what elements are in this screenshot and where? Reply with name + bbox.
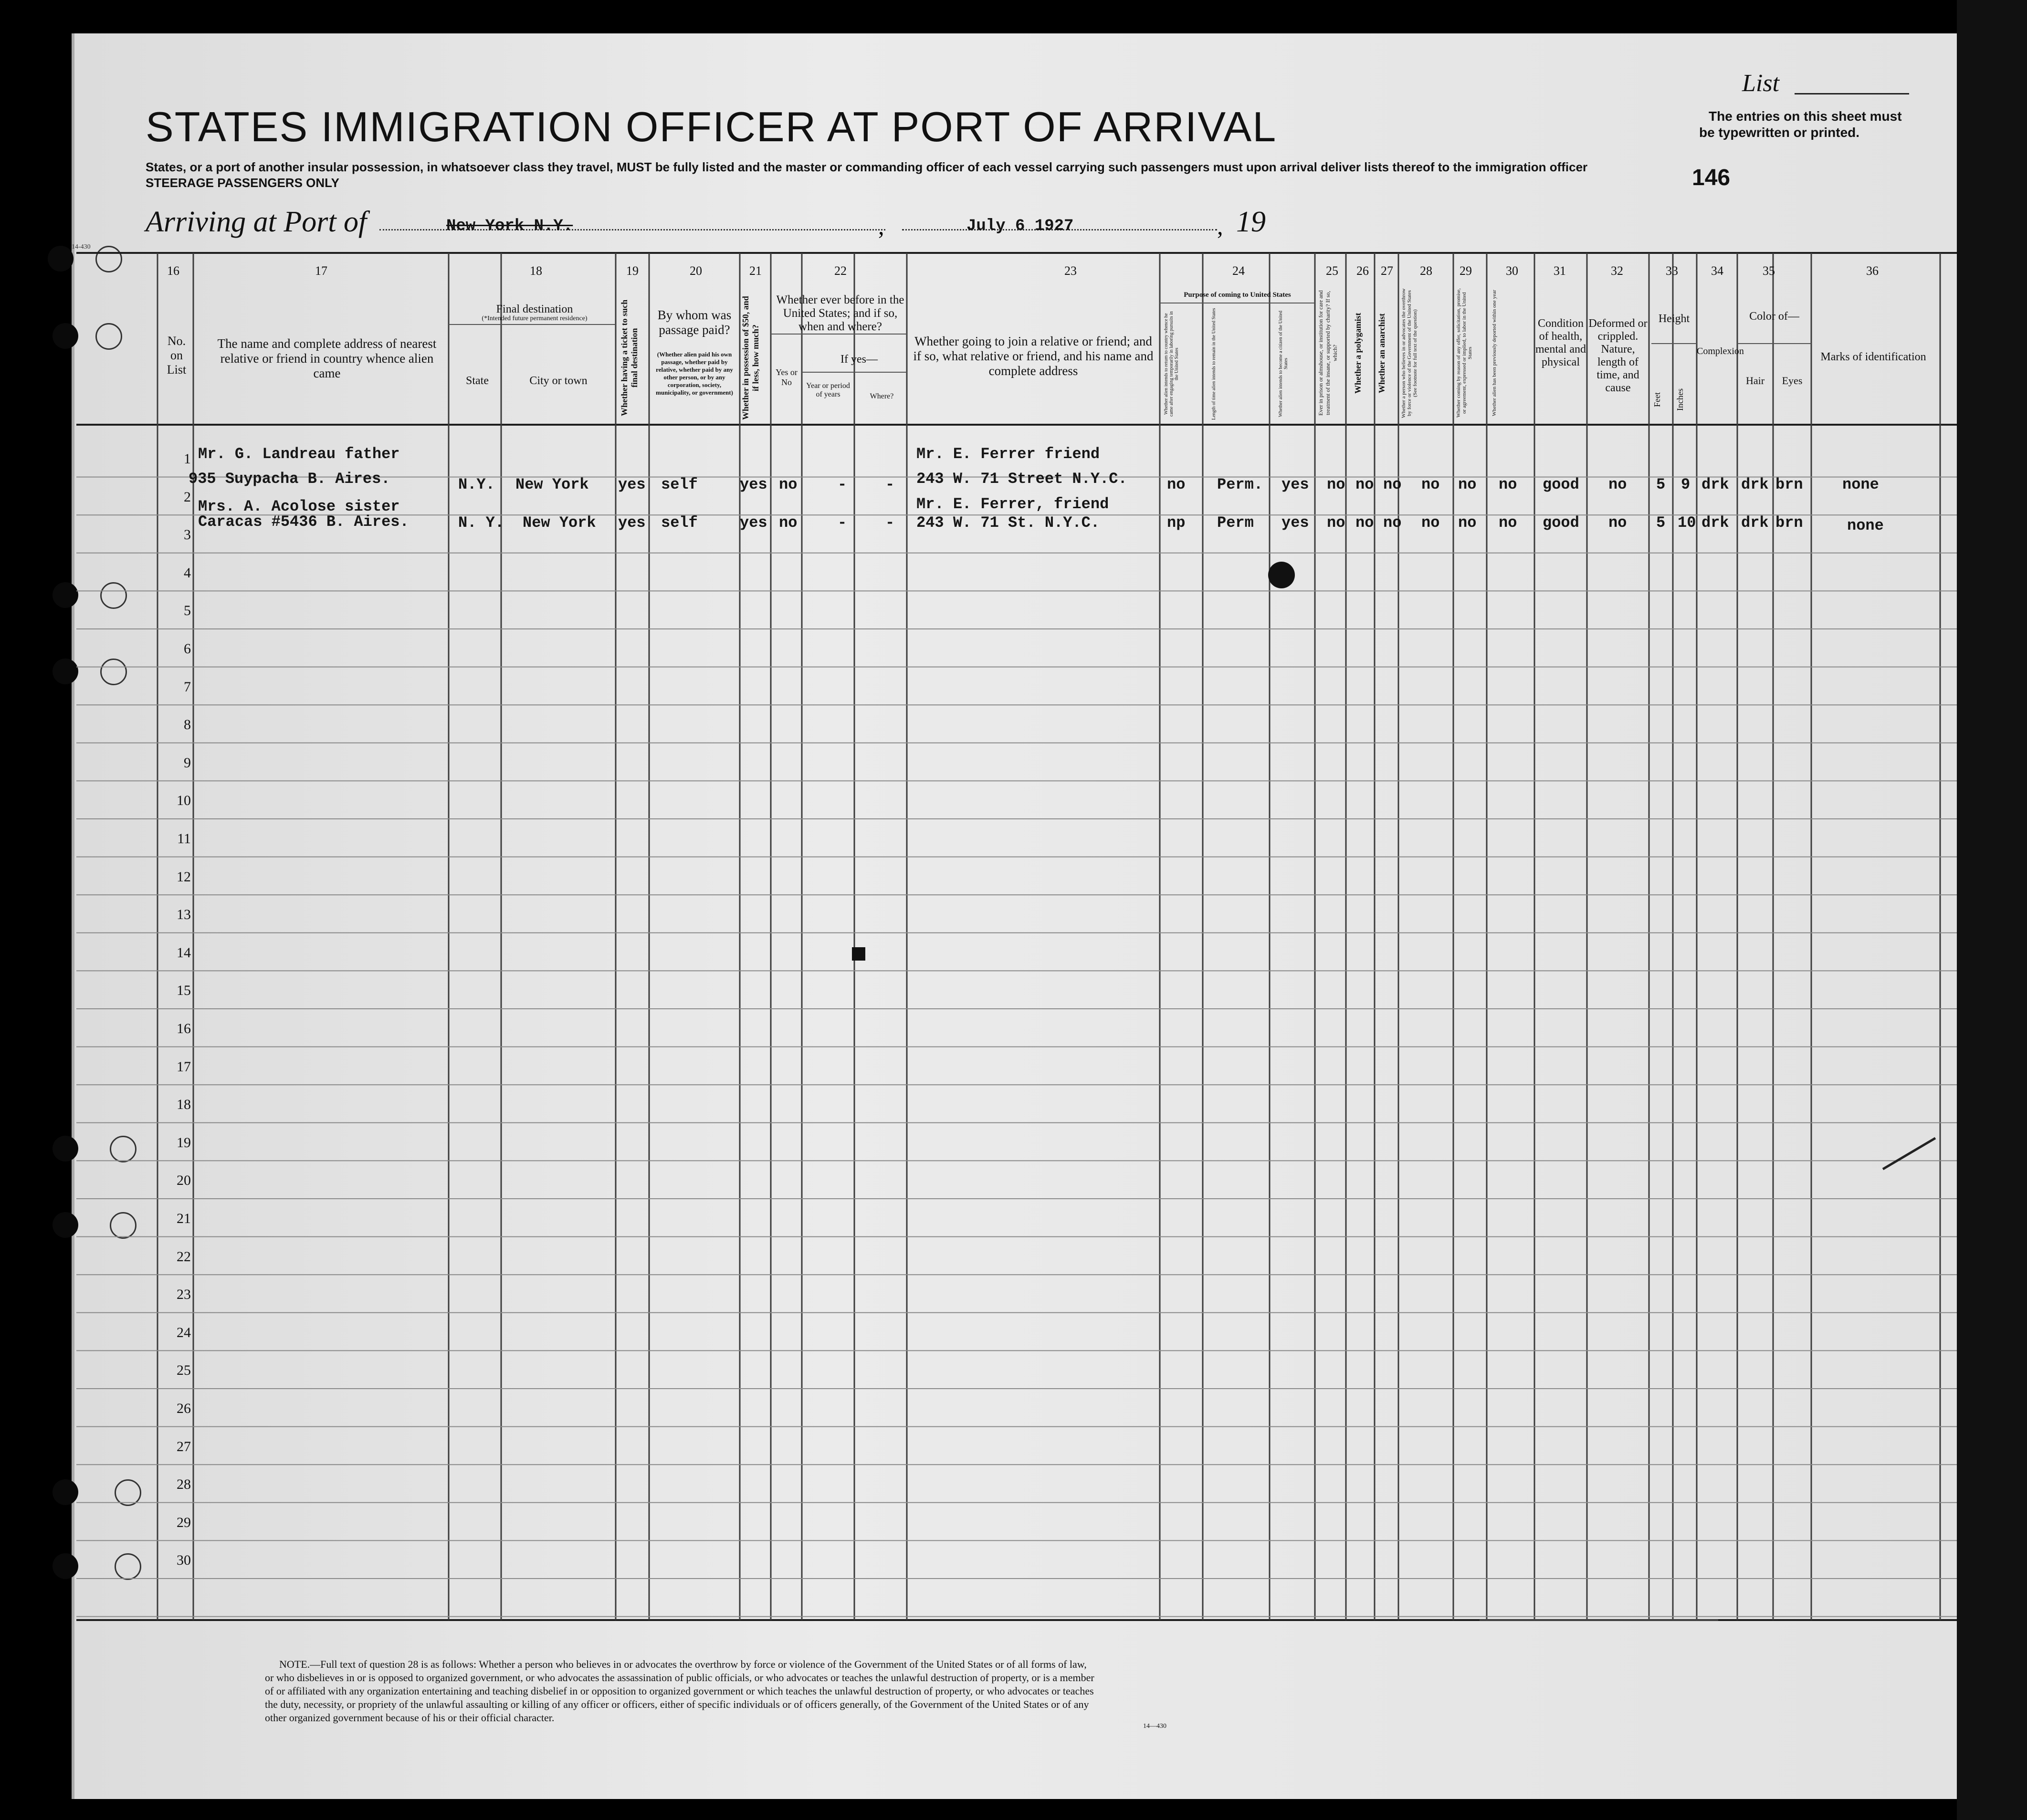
header-citizen: Whether alien intends to become a citizen of the United States bbox=[1278, 311, 1289, 417]
header-inches: Inches bbox=[1675, 388, 1685, 411]
joining-address: 243 W. 71 Street N.Y.C. bbox=[916, 470, 1127, 488]
overthrow-value: no bbox=[1421, 514, 1440, 532]
header-color-of: Color of— bbox=[1749, 310, 1799, 323]
col-num: 26 bbox=[1356, 264, 1369, 278]
height-inches: 10 bbox=[1678, 514, 1696, 532]
return-value: np bbox=[1167, 514, 1186, 532]
form-title: STATES IMMIGRATION OFFICER AT PORT OF ARRIVAL bbox=[146, 103, 1277, 150]
col-num: 24 bbox=[1232, 264, 1245, 278]
footnote-line: other organized government because of his or their official character. bbox=[265, 1712, 555, 1724]
passage-paid-by: self bbox=[661, 476, 698, 493]
money-value: yes bbox=[740, 476, 767, 493]
row-number: 24 bbox=[177, 1324, 191, 1340]
row-number: 25 bbox=[177, 1362, 191, 1379]
header-city: City or town bbox=[529, 375, 588, 387]
row-number: 2 bbox=[184, 489, 191, 505]
polygamist-value: no bbox=[1355, 476, 1374, 493]
header-marks: Marks of identification bbox=[1820, 351, 1926, 363]
port-comma: , bbox=[878, 213, 884, 240]
col-num: 21 bbox=[749, 264, 762, 278]
header-feet: Feet bbox=[1652, 392, 1662, 407]
row-number: 16 bbox=[177, 1021, 191, 1036]
offer-value: no bbox=[1458, 514, 1477, 532]
hair-value: drk bbox=[1741, 514, 1769, 532]
col-num: 28 bbox=[1420, 264, 1432, 278]
eyes-value: brn bbox=[1775, 476, 1803, 493]
arriving-label: Arriving at Port of bbox=[146, 206, 367, 238]
height-feet: 5 bbox=[1656, 514, 1666, 532]
marks-value: none bbox=[1842, 476, 1879, 493]
eyes-value: brn bbox=[1775, 514, 1803, 532]
ever-before-value: no bbox=[779, 514, 798, 532]
destination-state: N. Y. bbox=[458, 514, 504, 532]
destination-city: New York bbox=[523, 514, 596, 532]
return-value: no bbox=[1167, 476, 1186, 493]
anarchist-value: no bbox=[1383, 514, 1402, 532]
header-complexion: Complexion bbox=[1697, 346, 1744, 356]
where-value: - bbox=[885, 514, 895, 532]
height-feet: 5 bbox=[1656, 476, 1666, 493]
header-no-on-list: No. on List bbox=[167, 334, 187, 377]
health-value: good bbox=[1543, 476, 1579, 493]
header-if-yes: If yes— bbox=[840, 353, 878, 366]
col-num: 16 bbox=[167, 264, 179, 278]
col-num: 20 bbox=[690, 264, 702, 278]
length-value: Perm bbox=[1217, 514, 1254, 532]
steerage-note: STEERAGE PASSENGERS ONLY bbox=[146, 176, 339, 190]
money-value: yes bbox=[740, 514, 767, 532]
years-value: - bbox=[838, 514, 847, 532]
prison-value: no bbox=[1327, 514, 1345, 532]
prison-value: no bbox=[1327, 476, 1345, 493]
col-num: 29 bbox=[1460, 264, 1472, 278]
row-number: 30 bbox=[177, 1552, 191, 1569]
joining-name: Mr. E. Ferrer friend bbox=[916, 445, 1100, 463]
row-number: 29 bbox=[177, 1514, 191, 1530]
footnote-line: NOTE.—Full text of question 28 is as follows: Whether a person who believes in or advocates the overthrow by force or violence of the Government of the United States or of all forms of law, bbox=[279, 1658, 1087, 1670]
header-length: Length of time alien intends to remain in the United States bbox=[1211, 308, 1217, 420]
height-inches: 9 bbox=[1681, 476, 1691, 493]
ever-before-value: no bbox=[779, 476, 798, 493]
offer-value: no bbox=[1458, 476, 1477, 493]
footnote-line: or who disbelieves in or is opposed to organized government, or who advocates the assassination of public officials, or who advocates or teaches the unlawful destruction of property, or is a member bbox=[265, 1672, 1094, 1684]
header-polygamist: Whether a polygamist bbox=[1353, 313, 1363, 394]
row-number: 14 bbox=[177, 944, 191, 961]
polygamist-value: no bbox=[1355, 514, 1374, 532]
header-year-period: Year or period of years bbox=[806, 382, 850, 398]
row-number: 22 bbox=[177, 1248, 191, 1265]
header-destination-note: (*Intended future permanent residence) bbox=[482, 315, 588, 322]
where-value: - bbox=[885, 476, 895, 493]
ticket-value: yes bbox=[618, 514, 646, 532]
year-prefix: 19 bbox=[1236, 206, 1266, 238]
years-value: - bbox=[838, 476, 847, 493]
col-num: 23 bbox=[1064, 264, 1077, 278]
row-number: 6 bbox=[184, 641, 191, 657]
col-num: 19 bbox=[626, 264, 639, 278]
row-number: 18 bbox=[177, 1097, 191, 1113]
row-number: 3 bbox=[184, 527, 191, 543]
header-purpose: Purpose of coming to United States bbox=[1184, 291, 1291, 299]
pen-stroke bbox=[1883, 1138, 1935, 1169]
list-label: List bbox=[1742, 70, 1780, 97]
header-joining: Whether going to join a relative or friend; and if so, what relative or friend, and his name and complete address bbox=[913, 334, 1154, 378]
col-num: 17 bbox=[315, 264, 327, 278]
header-fifty-dollars: Whether in possession of $50, and if less, how much? bbox=[741, 296, 760, 420]
header-deported: Whether alien has been previously deported within one year bbox=[1491, 290, 1497, 417]
col-num: 18 bbox=[530, 264, 542, 278]
row-number: 11 bbox=[177, 831, 191, 847]
hair-value: drk bbox=[1741, 476, 1769, 493]
col-num: 35 bbox=[1763, 264, 1775, 278]
col-num: 36 bbox=[1866, 264, 1879, 278]
complexion-value: drk bbox=[1701, 476, 1729, 493]
header-hair: Hair bbox=[1745, 375, 1765, 387]
header-height: Height bbox=[1658, 313, 1690, 325]
row-number: 12 bbox=[177, 868, 191, 885]
row-number: 26 bbox=[177, 1401, 191, 1416]
col-num: 27 bbox=[1381, 264, 1393, 278]
header-eyes: Eyes bbox=[1782, 375, 1803, 387]
row-number: 19 bbox=[177, 1134, 191, 1151]
passage-paid-by: self bbox=[661, 514, 698, 532]
ticket-value: yes bbox=[618, 476, 646, 493]
relative-address: Caracas #5436 B. Aires. bbox=[198, 513, 409, 531]
overthrow-value: no bbox=[1421, 476, 1440, 493]
header-yes-no: Yes or No bbox=[776, 367, 798, 387]
col-num: 22 bbox=[834, 264, 847, 278]
header-state: State bbox=[466, 375, 489, 387]
header-return: Whether alien intends to return to country whence he came after engaging temporarily in laboring pursuits in the United States bbox=[1164, 311, 1179, 417]
row-number: 9 bbox=[184, 754, 191, 771]
ink-blot bbox=[1268, 562, 1295, 588]
row-number: 20 bbox=[177, 1172, 191, 1189]
header-passage-note: (Whether alien paid his own passage, whether paid by relative, whether paid by any other person, or by any corporation, society, municipality, or government) bbox=[656, 351, 733, 396]
header-prison: Ever in prison or almshouse, or institution for care and treatment of the insane, or supported by charity? If so, which? bbox=[1317, 290, 1338, 416]
instruction-line: States, or a port of another insular possession, in whatsoever class they travel, MUST be fully listed and the master or commanding officer of each vessel carrying such passengers must upon arrival deliver lists thereof to the immigration officer bbox=[146, 160, 1588, 174]
col-num: 34 bbox=[1711, 264, 1723, 278]
col-num: 30 bbox=[1506, 264, 1518, 278]
header-final-destination: Final destination bbox=[496, 303, 573, 315]
relative-address: 935 Suypacha B. Aires. bbox=[189, 470, 390, 488]
header-ever-before: Whether ever before in the United States; and if so, when and where? bbox=[776, 293, 904, 333]
row-number: 27 bbox=[177, 1438, 191, 1454]
row-number: 21 bbox=[177, 1211, 191, 1226]
footnote-line: the duty, necessity, or propriety of the unlawful assaulting or killing of any officer or officers, either of specific individuals or of officers generally, of the Government of the United States or of any bbox=[265, 1698, 1089, 1710]
footnote-line: of or affiliated with any organization entertaining and teaching disbelief in or opposition to organized government or which teaches the unlawful destruction of property, or who advocates or teaches bbox=[265, 1685, 1094, 1697]
port-value: New York N.Y. bbox=[446, 217, 573, 235]
citizen-value: yes bbox=[1281, 476, 1309, 493]
deformed-value: no bbox=[1608, 476, 1627, 493]
date-comma: , bbox=[1217, 213, 1223, 240]
header-health: Condition of health, mental and physical bbox=[1535, 317, 1586, 368]
header-anarchist: Whether an anarchist bbox=[1377, 313, 1386, 393]
deported-value: no bbox=[1499, 476, 1517, 493]
header-nearest-relative: The name and complete address of nearest relative or friend in country whence alien came bbox=[217, 336, 437, 380]
complexion-value: drk bbox=[1701, 514, 1729, 532]
header-deformed: Deformed or crippled. Nature, length of time, and cause bbox=[1588, 317, 1648, 394]
marks-value: none bbox=[1847, 517, 1884, 534]
ink-mark bbox=[852, 947, 865, 961]
date-value: July 6 1927 bbox=[966, 217, 1074, 235]
citizen-value: yes bbox=[1281, 514, 1309, 532]
length-value: Perm. bbox=[1217, 476, 1263, 493]
header-offer: Whether coming by reason of any offer, solicitation, promise, or agreement, expressed or implied, to labor in the United States bbox=[1456, 288, 1473, 418]
row-number: 8 bbox=[184, 717, 191, 733]
col-num: 31 bbox=[1554, 264, 1566, 278]
col-num: 32 bbox=[1611, 264, 1623, 278]
row-number: 28 bbox=[177, 1476, 191, 1493]
list-number: 146 bbox=[1692, 165, 1731, 190]
header-ticket: Whether having a ticket to such final destination bbox=[620, 299, 639, 417]
entries-note-2: be typewritten or printed. bbox=[1699, 125, 1860, 140]
destination-city: New York bbox=[515, 476, 589, 493]
row-number: 1 bbox=[184, 451, 191, 467]
form-code-top: 14-430 bbox=[72, 243, 91, 251]
deported-value: no bbox=[1499, 514, 1517, 532]
deformed-value: no bbox=[1608, 514, 1627, 532]
row-number: 7 bbox=[184, 679, 191, 695]
row-number: 17 bbox=[177, 1058, 191, 1075]
header-passage-paid: By whom was passage paid? bbox=[657, 308, 732, 337]
anarchist-value: no bbox=[1383, 476, 1402, 493]
relative-name: Mrs. A. Acolose sister bbox=[198, 498, 400, 515]
col-num: 25 bbox=[1326, 264, 1338, 278]
joining-name: Mr. E. Ferrer, friend bbox=[916, 495, 1109, 513]
row-number: 23 bbox=[177, 1287, 191, 1303]
joining-address: 243 W. 71 St. N.Y.C. bbox=[916, 514, 1100, 532]
col-num: 33 bbox=[1666, 264, 1678, 278]
destination-state: N.Y. bbox=[458, 476, 495, 493]
row-number: 10 bbox=[177, 793, 191, 809]
row-number: 4 bbox=[184, 565, 191, 581]
row-number: 13 bbox=[177, 907, 191, 923]
relative-name: Mr. G. Landreau father bbox=[198, 445, 400, 463]
row-number: 5 bbox=[184, 603, 191, 619]
health-value: good bbox=[1543, 514, 1579, 532]
header-where: Where? bbox=[870, 392, 894, 400]
entries-note-1: The entries on this sheet must bbox=[1709, 109, 1902, 124]
row-number: 15 bbox=[177, 983, 191, 999]
footnote-code: 14—430 bbox=[1143, 1723, 1166, 1730]
header-overthrow: Whether a person who believes in or advocates the overthrow by force or violence of the Government of the United States (See footnote for full text of the question) bbox=[1401, 288, 1418, 418]
